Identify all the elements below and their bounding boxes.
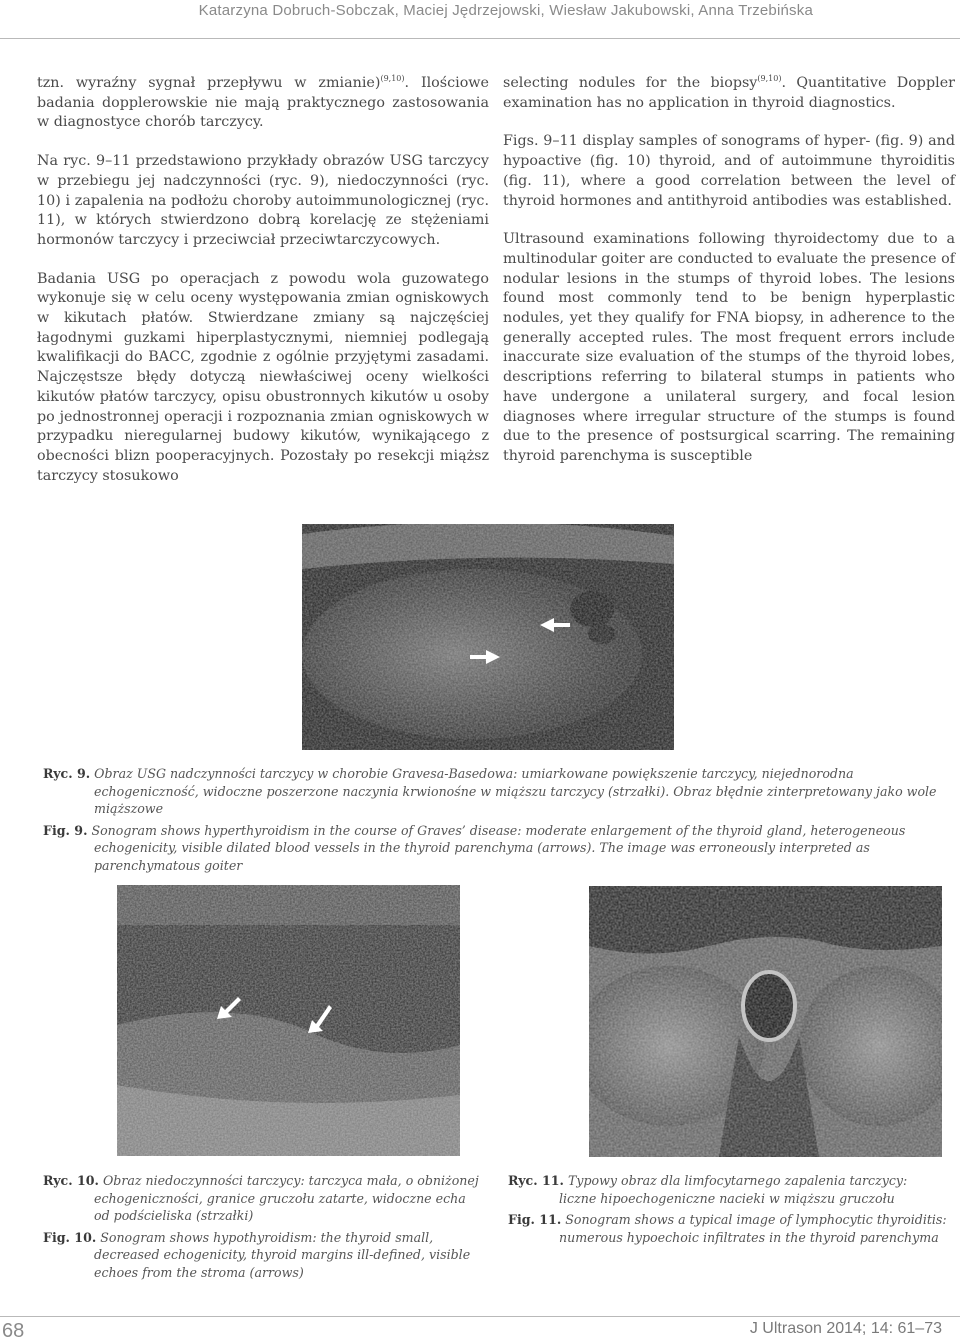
left-paragraph-1: tzn. wyraźny sygnał przepływu w zmianie)$^{(9,10)}$. Ilościowe badania dopplerowskie nie mają praktycznego zastosowania w diagnostyce chorób tarczycy. [37, 74, 490, 131]
running-header [0, 0, 960, 26]
page-number: 68 [2, 1320, 25, 1342]
ryc-9-caption: Ryc. 9. Obraz USG nadczynności tarczycy w chorobie Gravesa-Basedowa: umiarkowane powiększenie tarczycy, niejednorodna echogeniczność, widoczne poszerzone naczynia krwionośne w miąższu tarczycy (strzałki). Obraz błędnie zinterpretowany jako wole miąższowe [43, 766, 937, 816]
figure-11-caption [508, 1172, 948, 1250]
ryc-11-caption: Ryc. 11. Typowy obraz dla limfocytarnego zapalenia tarczycy: liczne hipoechogeniczne nacieki w miąższu gruczołu [508, 1173, 908, 1206]
right-paragraph-3: Ultrasound examinations following thyroidectomy due to a multinodular goiter are conducted to evaluate the presence of nodular lesions in the stumps of thyroid lobes. The lesions found most commonly tend to be benign hyperplastic nodules, yet they qualify for FNA biopsy, in adherence to the generally accepted rules. The most frequent errors include inaccurate size evaluation of the stumps of the thyroid lobes, descriptions referring to bilateral stumps in patients who have undergone a unilateral surgery, and focal lesion diagnoses where irregular structure of the stumps is found due to the presence of postsurgical scarring. The remaining thyroid parenchyma is susceptible [503, 231, 956, 464]
left-paragraph-2: Na ryc. 9–11 przedstawiono przykłady obrazów USG tarczycy w przebiegu jej nadczynności (ryc. 9), niedoczynności (ryc. 10) i zapalenia na podłożu choroby autoimmunologicznej (ryc. 11), w których stwierdzono dobrą korelację ze stężeniami hormonów tarczycy i przeciwciał przeciwtarczycowych. [37, 153, 489, 248]
figure-10-caption [43, 1172, 483, 1285]
fig-9-caption: Fig. 9. Sonogram shows hyperthyroidism in the course of Graves’ disease: moderate enlargement of the thyroid gland, heterogeneous echogenicity, visible dilated blood vessels in the thyroid parenchyma (arrows). The image was erroneously interpreted as parenchymatous goiter [43, 822, 906, 873]
right-paragraph-1: selecting nodules for the biopsy$^{(9,10)}$. Quantitative Doppler examination has no application in thyroid diagnostics. [503, 74, 955, 111]
ryc-10-caption: Ryc. 10. Obraz niedoczynności tarczycy: tarczyca mała, o obniżonej echogeniczności, granice gruczołu zatarte, widoczne echa od podścieliska (strzałki) [43, 1173, 479, 1223]
right-paragraph-2: Figs. 9–11 display samples of sonograms of hyper- (fig. 9) and hypoactive (fig. 10) thyroid, and of autoimmune thyroiditis (fig. 11), where a good correlation between the level of thyroid hormones and antithyroid antibodies was established. [503, 133, 955, 209]
figure-10-sonogram [117, 885, 460, 1156]
footer-divider [0, 1316, 960, 1317]
figure-9-sonogram [302, 524, 674, 750]
fig-10-caption: Fig. 10. Sonogram shows hypothyroidism: the thyroid small, decreased echogenicity, thyroid margins ill-defined, visible echoes from the stroma (arrows) [43, 1229, 471, 1280]
left-paragraph-3: Badania USG po operacjach z powodu wola guzowatego wykonuje się w celu oceny występowania zmian ogniskowych w kikutach płatów. Stwierdzane zmiany są najczęściej łagodnymi guzkami hiperplastycznymi, niemniej podlegają kwalifikacji do BACC, zgodnie z ogólnie przyjętymi zasadami. Najczęstsze błędy dotyczą niewłaściwej oceny wielkości kikutów płatów tarczycy, opisu obustronnych kikutów u osoby po jednostronnej operacji i rozpoznania zmian ogniskowych w przypadku nieregularnej budowy kikutów, wynikającego z obecności blizn pooperacyjnych. Pozostały po resekcji miąższ tarczycy stosukowo [37, 270, 489, 484]
left-text-column [37, 74, 489, 505]
fig-11-caption: Fig. 11. Sonogram shows a typical image of lymphocytic thyroiditis: numerous hypoechoic infiltrates in the thyroid parenchyma [508, 1212, 947, 1245]
header-authors: Katarzyna Dobruch-Sobczak, Maciej Jędrzejowski, Wiesław Jakubowski, Anna Trzebińska [198, 2, 813, 19]
right-text-column [503, 74, 955, 486]
header-divider [0, 38, 960, 39]
figure-9-caption [43, 765, 943, 878]
figure-11-sonogram [589, 886, 942, 1157]
journal-citation: J Ultrason 2014; 14: 61–73 [749, 1320, 942, 1337]
